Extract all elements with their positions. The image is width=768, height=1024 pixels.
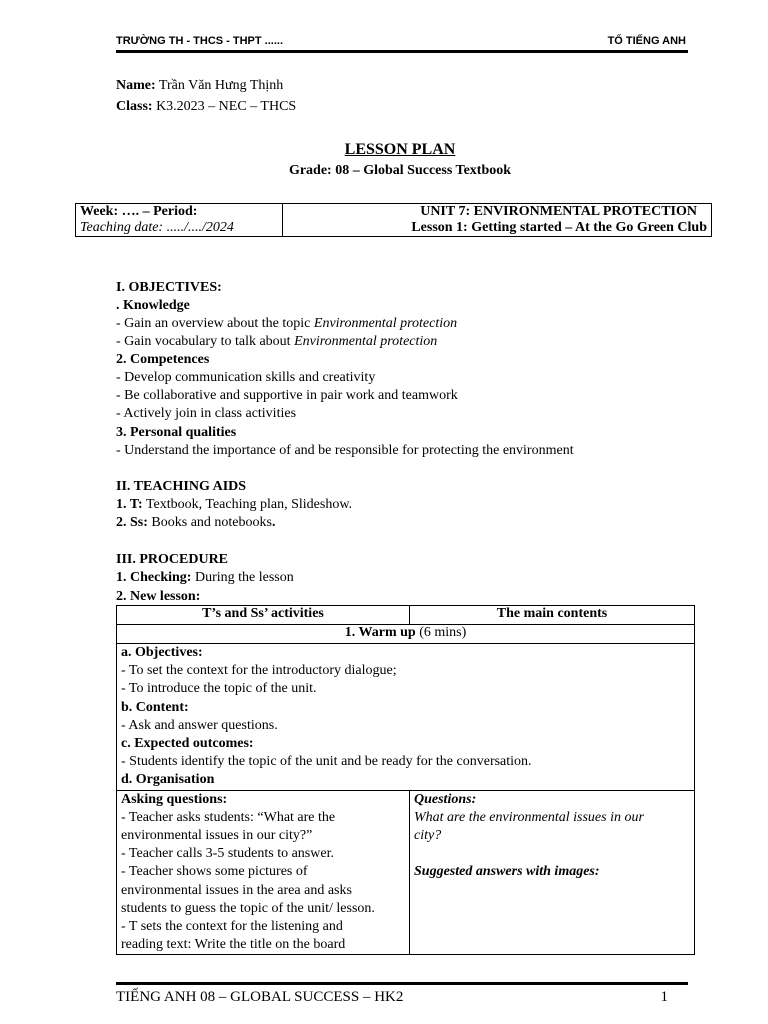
column-header: T’s and Ss’ activities [117,606,410,625]
activity-line: - Teacher asks students: “What are the [121,809,336,825]
outcomes-label: c. Expected outcomes: [121,736,254,752]
activity-line: environmental issues in the area and asks [121,882,352,898]
footer-rule [116,982,688,985]
objective-item: - To set the context for the introductory dialogue; [121,663,397,679]
questions-heading: Questions: [414,791,477,807]
lesson-plan-title: LESSON PLAN [344,141,456,158]
knowledge-item-1: - Gain an overview about the topic Environmental protection [116,316,458,331]
checking-line: 1. Checking: During the lesson [116,570,294,585]
organisation-label: d. Organisation [121,772,215,788]
content-item: - Ask and answer questions. [121,717,278,733]
activity-line: - Teacher shows some pictures of [121,864,308,880]
knowledge-item-2: - Gain vocabulary to talk about Environmental protection [116,334,438,349]
unit-cell: UNIT 7: ENVIRONMENTAL PROTECTION Lesson 1: Getting started – At the Go Green Club [283,204,712,237]
activities-cell [117,790,410,955]
class-line: Class: K3.2023 – NEC – THCS [116,99,297,114]
footer-text: TIẾNG ANH 08 – GLOBAL SUCCESS – HK2 [116,989,404,1005]
activity-line: environmental issues in our city?” [121,828,313,844]
section-title: 1. Warm up (6 mins) [117,625,695,644]
outcome-item: - Students identify the topic of the unit and be ready for the conversation. [121,754,532,770]
objectives-heading: I. OBJECTIVES: [116,280,222,295]
competences-heading: 2. Competences [116,352,210,367]
grade-line: Grade: 08 – Global Success Textbook [288,163,512,178]
week-cell: Week: …. – Period: Teaching date: ...../..../2024 [76,204,283,237]
aids-students: 2. Ss: Books and notebooks. [116,515,276,530]
competence-item: - Be collaborative and supportive in pair work and teamwork [116,388,458,403]
procedure-heading: III. PROCEDURE [116,552,229,567]
header-dept: TỔ TIẾNG ANH [607,35,686,47]
header-rule [116,50,688,53]
competence-item: - Develop communication skills and creativity [116,370,376,385]
content-label: b. Content: [121,699,189,715]
procedure-table [116,605,695,955]
activity-line: - Teacher calls 3-5 students to answer. [121,846,334,862]
name-line: Name: Trần Văn Hưng Thịnh [116,78,284,93]
info-table [75,203,712,237]
knowledge-heading: . Knowledge [116,298,190,313]
new-lesson-line: 2. New lesson: [116,589,201,604]
asking-questions-heading: Asking questions: [121,791,228,807]
objective-item: - To introduce the topic of the unit. [121,681,317,697]
activity-line: reading text: Write the title on the board [121,937,346,953]
contents-cell [410,790,695,955]
aids-teacher: 1. T: Textbook, Teaching plan, Slideshow. [116,497,353,512]
aids-heading: II. TEACHING AIDS [116,479,247,494]
question-line: city? [414,828,442,844]
activity-line: - T sets the context for the listening and [121,919,343,935]
section-details [117,644,695,791]
objectives-label: a. Objectives: [121,645,203,660]
column-header: The main contents [410,606,695,625]
question-line: What are the environmental issues in our [414,809,644,825]
suggested-answers-heading: Suggested answers with images: [414,864,600,880]
header-school: TRƯỜNG TH - THCS - THPT ...... [116,35,283,47]
quality-item: - Understand the importance of and be responsible for protecting the environment [116,443,574,458]
competence-item: - Actively join in class activities [116,406,297,421]
qualities-heading: 3. Personal qualities [116,425,237,440]
activity-line: students to guess the topic of the unit/ lesson. [121,900,375,916]
page-number: 1 [660,989,668,1005]
